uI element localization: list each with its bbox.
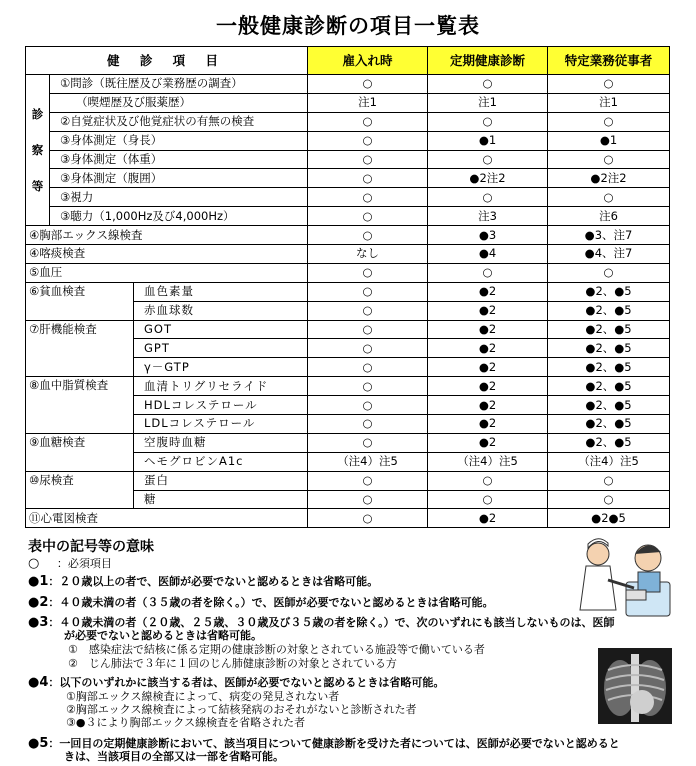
- sub-item-name: 空腹時血糖: [134, 433, 308, 452]
- group-name: ⑩尿検査: [26, 471, 134, 509]
- value-special: ●2注2: [548, 169, 670, 188]
- value-special: ●3、注7: [548, 226, 670, 245]
- legend-sub3-1: ① 感染症法で結核に係る定期の健康診断の対象とされている施設等で働いている者: [68, 643, 485, 656]
- legend-sub4-3: ③●３により胸部エックス線検査を省略された者: [66, 716, 306, 729]
- value-periodic: ●2: [428, 339, 548, 358]
- legend-text: ：一回目の定期健康診断において、該当項目について健康診断を受けた者については、医師が必要でないと認めると: [48, 737, 620, 750]
- value-hire: ○: [308, 301, 428, 320]
- value-hire: （注4）注5: [308, 452, 428, 471]
- group-name: ⑥貧血検査: [26, 282, 134, 320]
- value-periodic: 注1: [428, 93, 548, 112]
- table-row: [26, 509, 670, 528]
- legend-item-4: [28, 676, 444, 689]
- legend-sub3-2: ② じん肺法で３年に１回のじん肺健康診断の対象とされている方: [68, 657, 397, 670]
- value-hire: ○: [308, 490, 428, 509]
- value-hire: ○: [308, 282, 428, 301]
- chest-xray-image: [598, 648, 672, 724]
- item-name: ④喀痰検査: [26, 245, 308, 264]
- legend-sub4-2: ②胸部エックス線検査によって結核発病のおそれがないと診断された者: [66, 703, 417, 716]
- sub-item-name: GOT: [134, 320, 308, 339]
- value-special: ●4、注7: [548, 245, 670, 264]
- value-hire: なし: [308, 245, 428, 264]
- value-periodic: ●2: [428, 433, 548, 452]
- value-special: ○: [548, 490, 670, 509]
- value-special: ○: [548, 263, 670, 282]
- value-periodic: ●2注2: [428, 169, 548, 188]
- item-name: ③視力: [50, 188, 308, 207]
- sub-item-name: ヘモグロビンA1c: [134, 452, 308, 471]
- table-header-row: [26, 47, 670, 75]
- value-special: ●2、●5: [548, 282, 670, 301]
- legend-symbol: ●4: [28, 675, 49, 690]
- legend-text: ：４０歳未満の者（２０歳、２５歳、３０歳及び３５歳の者を除く。）で、次のいずれにも該当しないものは、医師: [48, 616, 615, 629]
- value-special: ○: [548, 150, 670, 169]
- value-hire: ○: [308, 415, 428, 434]
- sub-item-name: 糖: [134, 490, 308, 509]
- group-name: ⑨血糖検査: [26, 433, 134, 471]
- legend-symbol: ●5: [28, 736, 49, 751]
- value-special: 注1: [548, 93, 670, 112]
- value-hire: ○: [308, 263, 428, 282]
- value-special: ●2、●5: [548, 415, 670, 434]
- value-special: ●2、●5: [548, 358, 670, 377]
- legend-title: 表中の記号等の意味: [28, 539, 154, 555]
- table-row: [26, 169, 670, 188]
- value-special: ●2、●5: [548, 377, 670, 396]
- value-special: ○: [548, 75, 670, 94]
- legend-item-2: [28, 596, 493, 609]
- value-hire: ○: [308, 169, 428, 188]
- category-shinsatsu: [26, 75, 50, 226]
- item-name: ②自覚症状及び他覚症状の有無の検査: [50, 112, 308, 131]
- legend-item-3: [28, 616, 614, 642]
- item-name: ⑪心電図検査: [26, 509, 308, 528]
- value-periodic: ●3: [428, 226, 548, 245]
- value-hire: ○: [308, 188, 428, 207]
- item-name: ③身体測定（身長）: [50, 131, 308, 150]
- table-row: [26, 263, 670, 282]
- item-name: ③身体測定（体重）: [50, 150, 308, 169]
- value-hire: ○: [308, 339, 428, 358]
- value-periodic: ●1: [428, 131, 548, 150]
- legend-text-cont: きは、当該項目の全部又は一部を省略可能。: [64, 750, 284, 763]
- header-special: 特定業務従事者: [548, 47, 670, 75]
- item-name: ④胸部エックス線検査: [26, 226, 308, 245]
- value-periodic: ○: [428, 75, 548, 94]
- value-special: ○: [548, 112, 670, 131]
- table-row: [26, 471, 670, 490]
- group-name: ⑦肝機能検査: [26, 320, 134, 377]
- value-hire: ○: [308, 112, 428, 131]
- value-periodic: ○: [428, 490, 548, 509]
- value-hire: ○: [308, 509, 428, 528]
- value-special: ●2●5: [548, 509, 670, 528]
- sub-item-name: 赤血球数: [134, 301, 308, 320]
- value-special: 注6: [548, 207, 670, 226]
- value-hire: ○: [308, 131, 428, 150]
- value-periodic: 注3: [428, 207, 548, 226]
- table-row: [26, 282, 670, 301]
- value-periodic: （注4）注5: [428, 452, 548, 471]
- header-item: 健 診 項 目: [26, 47, 308, 75]
- legend-text: ：以下のいずれかに該当する者は、医師が必要でないと認めるときは省略可能。: [48, 676, 445, 689]
- value-periodic: ●2: [428, 358, 548, 377]
- legend-symbol: ●2: [28, 595, 49, 610]
- value-special: ○: [548, 471, 670, 490]
- sub-item-name: 血色素量: [134, 282, 308, 301]
- value-hire: ○: [308, 226, 428, 245]
- value-hire: ○: [308, 471, 428, 490]
- sub-item-name: 蛋白: [134, 471, 308, 490]
- value-hire: ○: [308, 358, 428, 377]
- table-row: [26, 377, 670, 396]
- value-periodic: ●2: [428, 415, 548, 434]
- table-row: [26, 75, 670, 94]
- health-check-table: [25, 46, 670, 528]
- table-row: [26, 112, 670, 131]
- legend-text-cont: が必要でないと認めるときは省略可能。: [64, 629, 262, 642]
- table-row: [26, 131, 670, 150]
- value-special: （注4）注5: [548, 452, 670, 471]
- legend-symbol: ●3: [28, 615, 49, 630]
- table-row: [26, 320, 670, 339]
- value-periodic: ●2: [428, 301, 548, 320]
- table-row: [26, 226, 670, 245]
- category-char: 等: [31, 179, 44, 194]
- group-name: ⑧血中脂質検査: [26, 377, 134, 434]
- legend-sub4-1: ①胸部エックス線検査によって、病変の発見されない者: [66, 690, 340, 703]
- value-periodic: ○: [428, 112, 548, 131]
- legend-text: ：４０歳未満の者（３５歳の者を除く。）で、医師が必要でないと認めるときは省略可能。: [48, 596, 494, 609]
- value-periodic: ●4: [428, 245, 548, 264]
- legend-item-1: [28, 575, 378, 588]
- value-periodic: ○: [428, 263, 548, 282]
- legend-circle: [28, 557, 112, 570]
- table-row: [26, 245, 670, 264]
- value-special: ●2、●5: [548, 396, 670, 415]
- legend-circle-symbol: ○: [28, 556, 40, 571]
- value-special: ●2、●5: [548, 433, 670, 452]
- value-periodic: ○: [428, 188, 548, 207]
- item-name: （喫煙歴及び服薬歴）: [50, 93, 308, 112]
- table-row: [26, 93, 670, 112]
- value-hire: ○: [308, 320, 428, 339]
- value-hire: ○: [308, 150, 428, 169]
- legend-symbol: ●1: [28, 574, 49, 589]
- item-name: ③身体測定（腹囲）: [50, 169, 308, 188]
- value-special: ●2、●5: [548, 320, 670, 339]
- value-periodic: ●2: [428, 320, 548, 339]
- header-hire: 雇入れ時: [308, 47, 428, 75]
- value-hire: ○: [308, 207, 428, 226]
- legend-circle-text: ：必須項目: [56, 557, 112, 570]
- value-hire: ○: [308, 433, 428, 452]
- table-row: [26, 433, 670, 452]
- value-periodic: ○: [428, 150, 548, 169]
- legend-text: ：２０歳以上の者で、医師が必要でないと認めるときは省略可能。: [48, 575, 379, 588]
- sub-item-name: 血清トリグリセライド: [134, 377, 308, 396]
- value-periodic: ●2: [428, 396, 548, 415]
- item-name: ⑤血圧: [26, 263, 308, 282]
- value-special: ○: [548, 188, 670, 207]
- legend-item-5: [28, 737, 688, 763]
- sub-item-name: GPT: [134, 339, 308, 358]
- value-hire: 注1: [308, 93, 428, 112]
- item-name: ①問診（既往歴及び業務歴の調査）: [50, 75, 308, 94]
- table-row: [26, 207, 670, 226]
- sub-item-name: LDLコレステロール: [134, 415, 308, 434]
- value-periodic: ●2: [428, 377, 548, 396]
- table-row: [26, 150, 670, 169]
- category-char: 診: [31, 107, 44, 122]
- sub-item-name: γ－GTP: [134, 358, 308, 377]
- page-title: 一般健康診断の項目一覧表: [216, 14, 480, 38]
- nurse-patient-illustration: [568, 530, 678, 620]
- value-periodic: ○: [428, 471, 548, 490]
- value-special: ●1: [548, 131, 670, 150]
- value-special: ●2、●5: [548, 301, 670, 320]
- category-char: 察: [31, 143, 44, 158]
- value-periodic: ●2: [428, 282, 548, 301]
- header-periodic: 定期健康診断: [428, 47, 548, 75]
- sub-item-name: HDLコレステロール: [134, 396, 308, 415]
- value-special: ●2、●5: [548, 339, 670, 358]
- value-hire: ○: [308, 377, 428, 396]
- table-row: [26, 188, 670, 207]
- value-hire: ○: [308, 75, 428, 94]
- item-name: ③聴力（1,000Hz及び4,000Hz）: [50, 207, 308, 226]
- value-hire: ○: [308, 396, 428, 415]
- value-periodic: ●2: [428, 509, 548, 528]
